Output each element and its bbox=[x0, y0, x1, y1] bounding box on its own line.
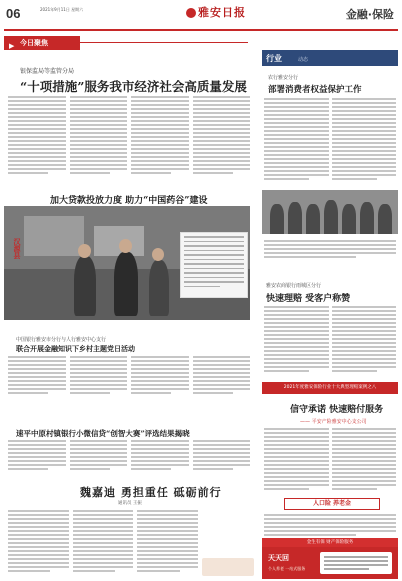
right-photo-caption bbox=[264, 240, 396, 260]
lead-body-text bbox=[8, 96, 250, 176]
industry-label: 行业 bbox=[266, 54, 282, 63]
insurance-banner: 人口险 养老金 bbox=[284, 498, 380, 510]
sub-story-headline[interactable]: 联合开展金融知识下乡村主题党日活动 bbox=[16, 344, 135, 353]
right-story3-headline[interactable]: 信守承诺 快速赔付服务 bbox=[290, 405, 384, 415]
right-story2-body bbox=[264, 306, 396, 374]
bottom-story-body bbox=[8, 510, 198, 574]
bottom-story-byline: 通讯员 王振 bbox=[118, 501, 142, 506]
today-divider bbox=[80, 42, 248, 43]
staff-group-photo bbox=[262, 190, 398, 234]
footer-ad-strip: 金生有保 财产保险服务 bbox=[262, 538, 398, 548]
mid-story-headline[interactable]: 速平中原村镇银行小微信贷“创智大赛”评选结果揭晓 bbox=[16, 429, 190, 438]
photo-side-label: 汉源县 bbox=[13, 238, 21, 259]
right-story1-headline[interactable]: 部署消费者权益保护工作 bbox=[268, 85, 362, 95]
lead-kicker: 银保监局等监管分局 bbox=[20, 68, 75, 75]
right-story3-body bbox=[264, 428, 396, 492]
right-story3-subhead: —— 平安产险雅安中心支公司 bbox=[300, 419, 367, 425]
right-story2-headline[interactable]: 快速理赔 受客户称赞 bbox=[266, 294, 351, 304]
arrow-icon: ▶ bbox=[9, 42, 15, 50]
ad-tagline: 个人养老 一站式服务 bbox=[268, 566, 306, 571]
industry-banner bbox=[262, 50, 398, 66]
photo-caption bbox=[180, 232, 248, 298]
photo-thumbnail bbox=[202, 558, 254, 576]
right-story2-kicker: 雅安农商银行雨城区分行 bbox=[266, 283, 322, 289]
lead-headline[interactable]: “十项措施”服务我市经济社会高质量发展 bbox=[20, 79, 247, 94]
ad-info-panel bbox=[320, 552, 392, 574]
sub-story-kicker: 中国银行雅安市分行与人行雅安中心支行 bbox=[16, 337, 107, 343]
right-story1-kicker: 农行雅安分行 bbox=[268, 75, 299, 81]
sub-story-body bbox=[8, 356, 250, 396]
claims-series-banner: 2021年度雅安保险行业十大典型理赔案例之八 bbox=[262, 382, 398, 394]
logo-icon bbox=[186, 8, 196, 18]
right-story1-body bbox=[264, 98, 396, 182]
right-banner-body bbox=[264, 514, 396, 538]
masthead: 雅安日报 bbox=[186, 4, 246, 20]
page-number: 06 bbox=[6, 6, 21, 21]
header-divider bbox=[4, 29, 398, 31]
today-focus-tag: ▶ 今日聚焦 bbox=[4, 36, 80, 50]
photo-story-headline[interactable]: 加大贷款投放力度 助力“中国药谷”建设 bbox=[50, 196, 208, 206]
bottom-story-headline[interactable]: 魏嘉迪 勇担重任 砥砺前行 bbox=[80, 486, 222, 499]
date-line: 2021年9月11日 星期六 bbox=[40, 7, 84, 12]
industry-sublabel: 动态 bbox=[298, 57, 309, 63]
mid-story-body bbox=[8, 440, 250, 472]
ad-logo: 天天回 bbox=[268, 554, 289, 562]
section-title: 金融·保险 bbox=[345, 8, 394, 21]
